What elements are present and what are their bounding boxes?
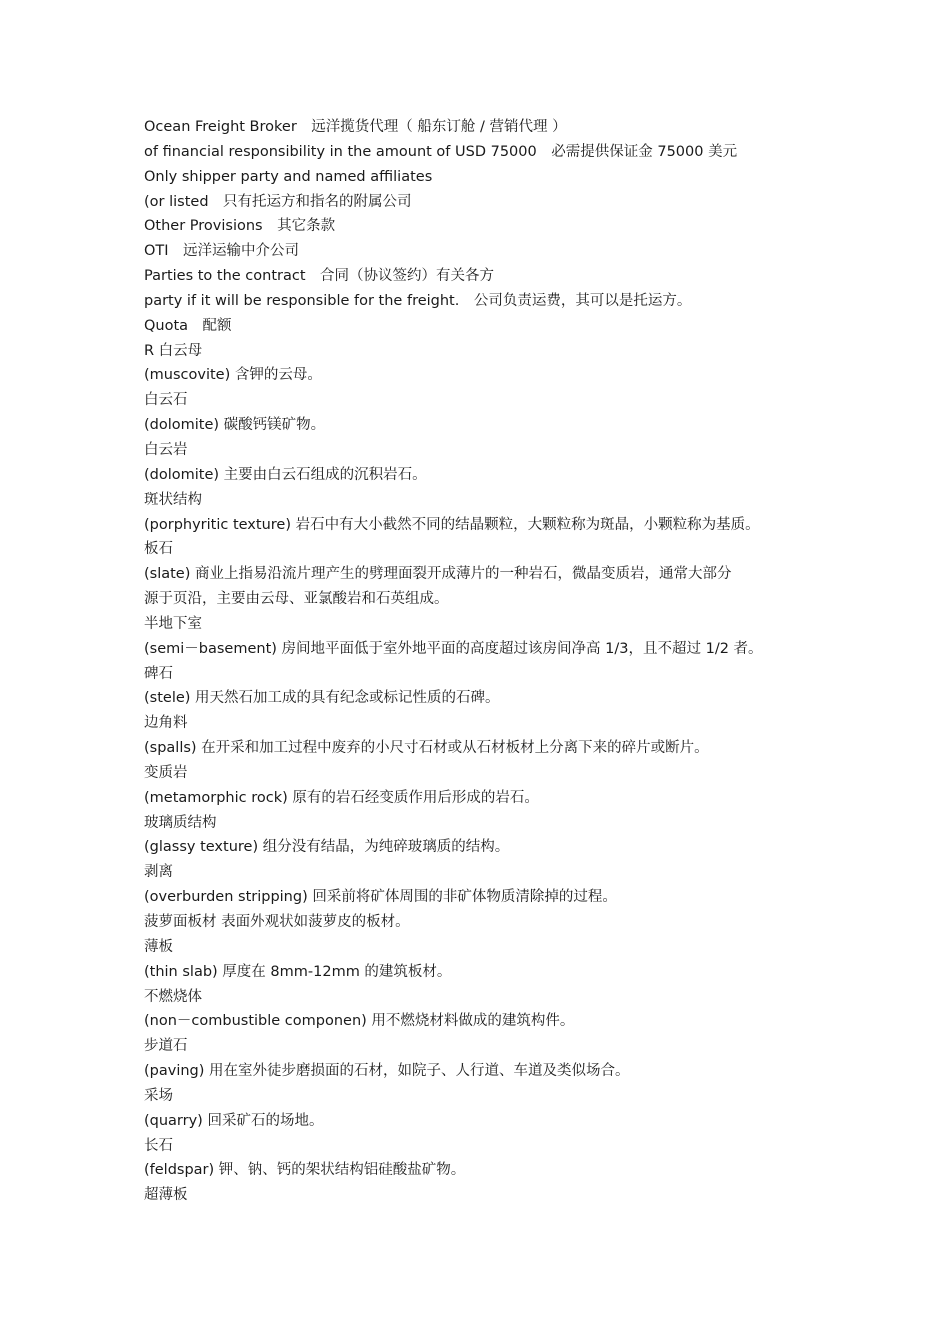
- glossary-line: Only shipper party and named affiliates: [144, 168, 433, 185]
- glossary-line: (overburden stripping) 回采前将矿体周围的非矿体物质清除掉的过程。: [144, 889, 617, 906]
- glossary-line: R 白云母: [144, 342, 203, 359]
- glossary-text-block: [144, 115, 814, 1208]
- glossary-line: Ocean Freight Broker 远洋揽货代理（ 船东订舱 / 营销代理 ）: [144, 119, 567, 135]
- glossary-line: OTI 远洋运输中介公司: [144, 243, 300, 260]
- glossary-term: 斑状结构: [144, 491, 202, 508]
- glossary-line: party if it will be responsible for the freight. 公司负责运费，其可以是托运方。: [144, 292, 692, 309]
- glossary-line: (dolomite) 主要由白云石组成的沉积岩石。: [144, 466, 427, 483]
- glossary-line: (porphyritic texture) 岩石中有大小截然不同的结晶颗粒，大颗粒称为斑晶，小颗粒称为基质。: [144, 516, 760, 533]
- glossary-term: 步道石: [144, 1038, 188, 1055]
- glossary-line: (non－combustible componen) 用不燃烧材料做成的建筑构件。: [144, 1013, 575, 1030]
- glossary-term: 超薄板: [144, 1187, 188, 1204]
- glossary-term: 白云岩: [144, 441, 188, 458]
- glossary-line: (muscovite) 含钾的云母。: [144, 367, 322, 384]
- glossary-term: 不燃烧体: [144, 988, 202, 1005]
- glossary-term: 边角料: [144, 715, 188, 732]
- glossary-line: (feldspar) 钾、钠、钙的架状结构铝硅酸盐矿物。: [144, 1162, 466, 1179]
- glossary-line: of financial responsibility in the amount of USD 75000 必需提供保证金 75000 美元: [144, 143, 738, 160]
- glossary-line: (paving) 用在室外徒步磨损面的石材，如院子、人行道、车道及类似场合。: [144, 1063, 630, 1080]
- glossary-line: Quota 配额: [144, 317, 232, 334]
- glossary-term: 剥离: [144, 864, 173, 881]
- glossary-term: 薄板: [144, 938, 173, 955]
- glossary-line: (spalls) 在开采和加工过程中废弃的小尺寸石材或从石材板材上分离下来的碎片或断片。: [144, 740, 709, 757]
- glossary-line: Other Provisions 其它条款: [144, 218, 336, 235]
- glossary-term: 白云石: [144, 392, 188, 409]
- glossary-line: (quarry) 回采矿石的场地。: [144, 1112, 324, 1129]
- glossary-line: (slate) 商业上指易沿流片理产生的劈理面裂开成薄片的一种岩石，微晶变质岩，通常大部分: [144, 566, 732, 583]
- glossary-term: 板石: [144, 541, 173, 558]
- glossary-line: 源于页沿，主要由云母、亚氯酸岩和石英组成。: [144, 591, 449, 608]
- glossary-line: (glassy texture) 组分没有结晶，为纯碎玻璃质的结构。: [144, 839, 510, 856]
- glossary-line: (or listed 只有托运方和指名的附属公司: [144, 193, 412, 210]
- glossary-term: 玻璃质结构: [144, 814, 217, 831]
- glossary-line: Parties to the contract 合同（协议签约）有关各方: [144, 268, 495, 285]
- glossary-line: 菠萝面板材 表面外观状如菠萝皮的板材。: [144, 914, 410, 930]
- glossary-term: 碑石: [144, 665, 173, 682]
- glossary-term: 半地下室: [144, 615, 202, 632]
- glossary-line: (metamorphic rock) 原有的岩石经变质作用后形成的岩石。: [144, 789, 539, 806]
- glossary-term: 长石: [144, 1137, 173, 1154]
- glossary-line: (dolomite) 碳酸钙镁矿物。: [144, 417, 326, 434]
- glossary-line: (semi－basement) 房间地平面低于室外地平面的高度超过该房间净高 1/3，且不超过 1/2 者。: [144, 640, 763, 657]
- glossary-term: 变质岩: [144, 764, 188, 781]
- glossary-line: (stele) 用天然石加工成的具有纪念或标记性质的石碑。: [144, 690, 500, 707]
- glossary-term: 采场: [144, 1087, 173, 1104]
- glossary-line: (thin slab) 厚度在 8mm-12mm 的建筑板材。: [144, 963, 452, 980]
